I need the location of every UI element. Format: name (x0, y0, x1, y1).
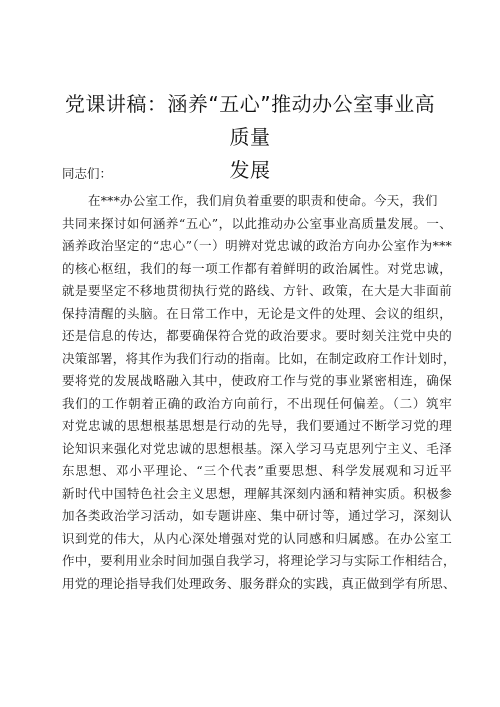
body-line: 用党的理论指导我们处理政务、服务群众的实践，真正做到学有所思、 (62, 575, 456, 591)
body-line: 加各类政治学习活动，如专题讲座、集中研讨等，通过学习，深刻认 (62, 508, 452, 523)
title-line-1: 党课讲稿：涵养“五心”推动办公室事业高质量 (64, 92, 436, 149)
body-line: 就是要坚定不移地贯彻执行党的路线、方针、政策，在大是大非面前 (62, 283, 452, 298)
salutation: 同志们： (62, 166, 113, 181)
body-paragraph (62, 190, 456, 595)
body-line: 的核心枢纽，我们的每一项工作都有着鲜明的政治属性。对党忠诚， (62, 260, 452, 276)
body-line: 涵养政治坚定的“忠心”（一）明辨对党忠诚的政治方向办公室作为*** (62, 238, 452, 253)
body-line: 论知识来强化对党忠诚的思想根基。深入学习马克思列宁主义、毛泽 (62, 440, 452, 456)
body-line: 还是信息的传达，都要确保符合党的政治要求。要时刻关注党中央的 (62, 328, 452, 343)
title-line-2: 发展 (229, 158, 271, 182)
body-line: 在***办公室工作，我们肩负着重要的职责和使命。今天，我们 (88, 193, 438, 208)
body-line: 新时代中国特色社会主义思想，理解其深刻内涵和精神实质。积极参 (62, 485, 452, 501)
body-line: 保持清醒的头脑。在日常工作中，无论是文件的处理、会议的组织， (62, 305, 452, 321)
body-line: 决策部署，将其作为我们行动的指南。比如，在制定政府工作计划时， (62, 350, 456, 366)
body-line: 识到党的伟大，从内心深处增强对党的认同感和归属感。在办公室工 (62, 530, 452, 546)
document-title (60, 88, 440, 187)
body-line: 东思想、邓小平理论、“三个代表”重要思想、科学发展观和习近平 (62, 463, 452, 478)
body-line: 对党忠诚的思想根基思想是行动的先导，我们要通过不断学习党的理 (62, 418, 452, 433)
body-line: 共同来探讨如何涵养“五心”，以此推动办公室事业高质量发展。一、 (62, 215, 452, 231)
body-line: 要将党的发展战略融入其中，使政府工作与党的事业紧密相连，确保 (62, 373, 452, 388)
body-line: 我们的工作朝着正确的政治方向前行，不出现任何偏差。（二）筑牢 (62, 395, 452, 411)
body-line: 作中，要利用业余时间加强自我学习，将理论学习与实际工作相结合， (62, 553, 456, 568)
